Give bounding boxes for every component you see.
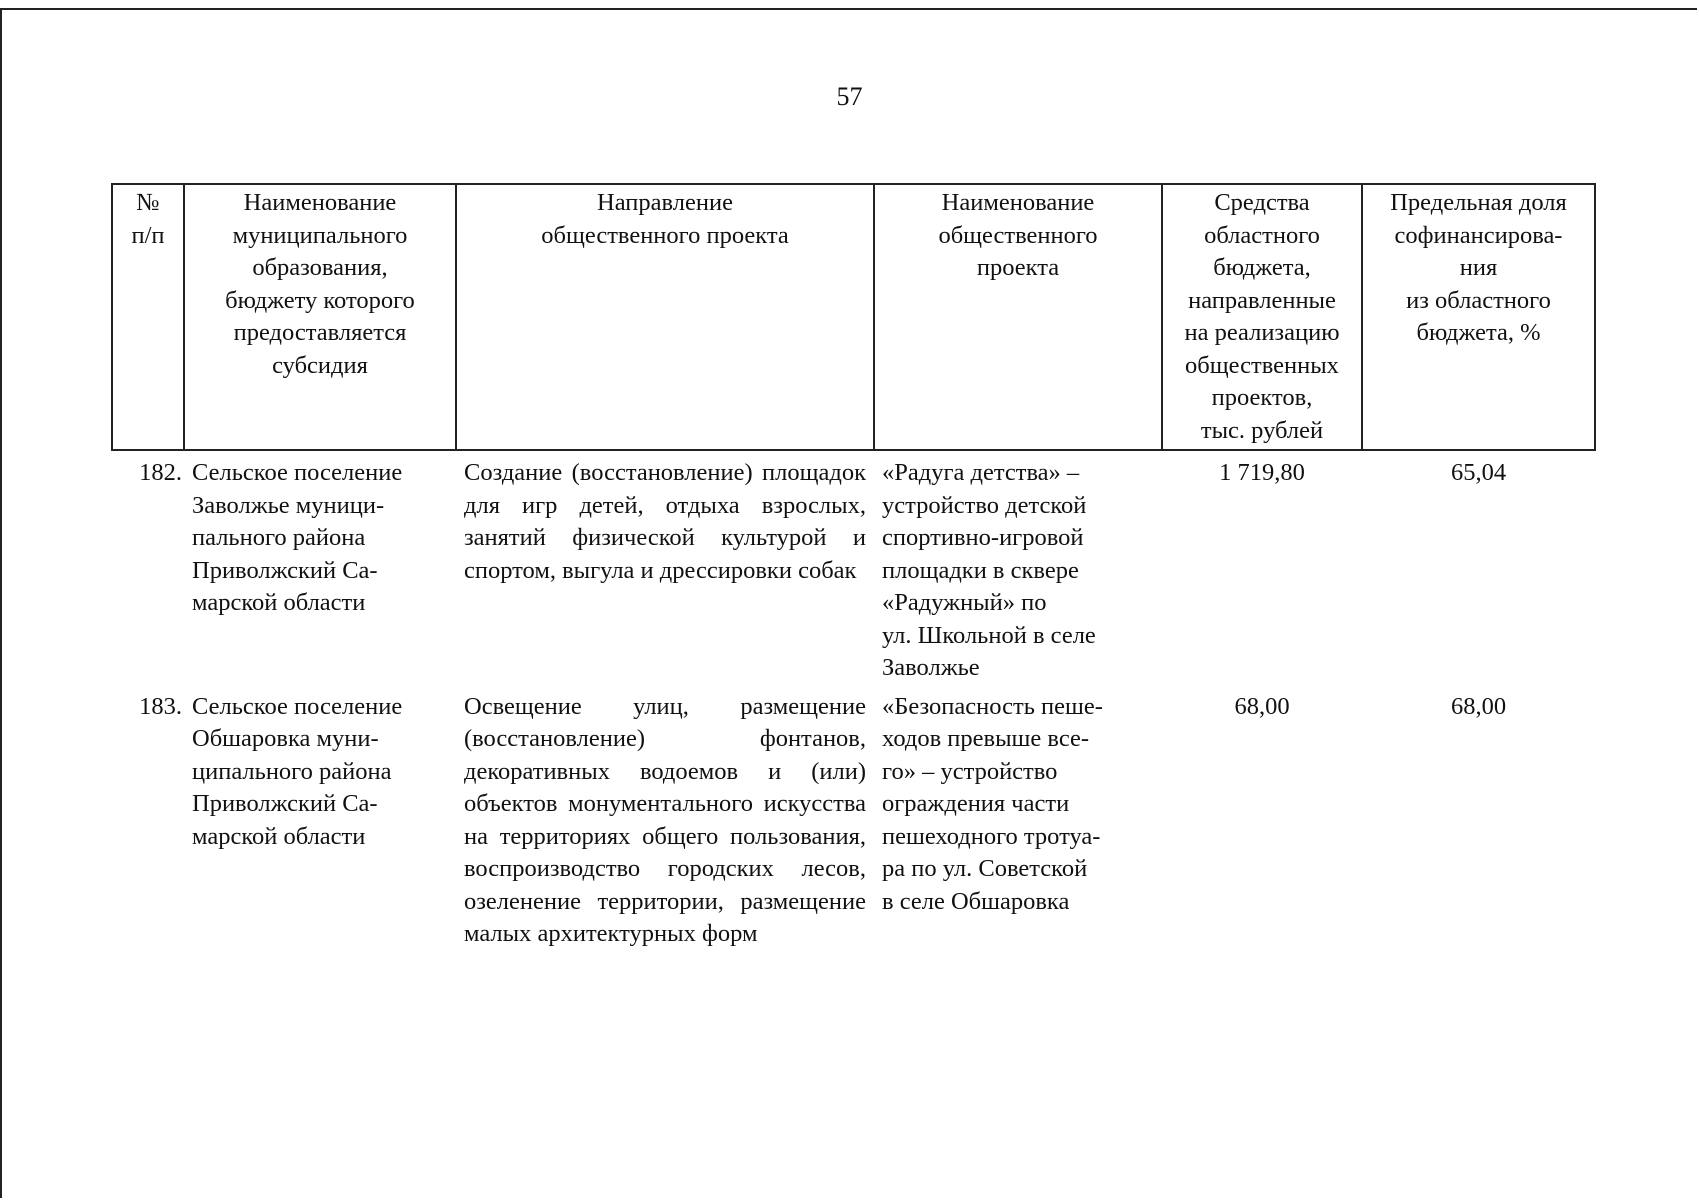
project-direction: Освещение улиц, размещение (восстановление) фонтанов, декоративных водоемов и (или) объектов монументального искусства на территориях общего пользования, воспроизводство городских лесов, озеленение территории, размещение малых архитектурных форм: [464, 692, 866, 947]
page-number: 57: [836, 82, 863, 111]
header-direction: Направление общественного проекта: [456, 184, 874, 450]
project-direction: Создание (восстановление) площадок для игр детей, отдыха взрослых, занятий физической культурой и спортом, выгула и дрессировки собак: [464, 459, 866, 584]
table-row: [112, 685, 1595, 951]
cofinancing-share: 65,04: [1450, 459, 1507, 486]
cofinancing-share: 68,00: [1450, 692, 1507, 720]
subsidy-table: [111, 183, 1596, 951]
table-header-row: [112, 184, 1595, 450]
row-number: 182.: [139, 459, 182, 486]
header-share: Предельная доля софинансирова- ния из областного бюджета, %: [1362, 184, 1595, 450]
project-name: «Безопасность пеше- ходов превыше все- го» – устройство ограждения части пешеходного тротуа- ра по ул. Советской в селе Обшаровка: [882, 692, 1103, 915]
municipality-name: Сельское поселение Обшаровка муни- ципального района Приволжский Са- марской области: [192, 692, 403, 850]
table-row: [112, 450, 1595, 685]
header-num: № п/п: [112, 184, 184, 450]
header-project-name: Наименование общественного проекта: [874, 184, 1162, 450]
row-number: 183.: [139, 692, 182, 720]
regional-funds: 1 719,80: [1219, 459, 1305, 486]
header-funds: Средства областного бюджета, направленные на реализацию общественных проектов, тыс. рублей: [1162, 184, 1362, 450]
header-municipality: Наименование муниципального образования, бюджету которого предоставляется субсидия: [184, 184, 456, 450]
municipality-name: Сельское поселение Заволжье муници- пального района Приволжский Са- марской области: [192, 459, 403, 616]
project-name: «Радуга детства» – устройство детской спортивно-игровой площадки в сквере «Радужный» по ул. Школьной в селе Заволжье: [882, 459, 1096, 681]
regional-funds: 68,00: [1234, 692, 1290, 720]
